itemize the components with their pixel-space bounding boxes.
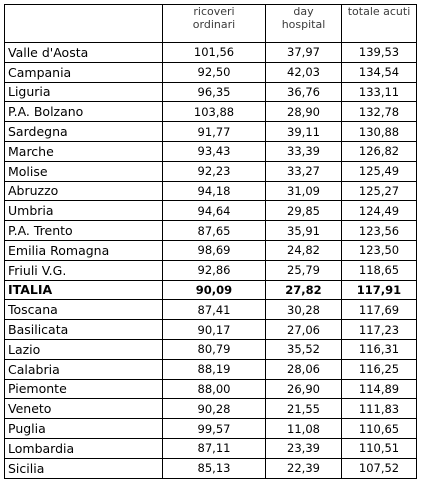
day-hospital-cell: 21,55 xyxy=(266,399,342,419)
totale-acuti-cell: 110,65 xyxy=(342,419,417,439)
header-ricoveri-ordinari xyxy=(163,5,266,43)
header-totale-line-1: totale acuti xyxy=(347,5,411,18)
ricoveri-ordinari-cell: 92,86 xyxy=(163,260,266,280)
table-row xyxy=(5,240,417,260)
region-cell: Sardegna xyxy=(5,122,163,142)
ricoveri-ordinari-cell: 85,13 xyxy=(163,458,266,478)
ricoveri-ordinari-cell: 80,79 xyxy=(163,339,266,359)
ricoveri-ordinari-cell: 99,57 xyxy=(163,419,266,439)
ricoveri-ordinari-cell: 90,17 xyxy=(163,320,266,340)
ricoveri-ordinari-cell: 91,77 xyxy=(163,122,266,142)
day-hospital-cell: 29,85 xyxy=(266,201,342,221)
day-hospital-cell: 26,90 xyxy=(266,379,342,399)
ricoveri-ordinari-cell: 92,23 xyxy=(163,161,266,181)
totale-acuti-cell: 110,51 xyxy=(342,438,417,458)
ricoveri-ordinari-cell: 87,41 xyxy=(163,300,266,320)
day-hospital-cell: 39,11 xyxy=(266,122,342,142)
ricoveri-ordinari-cell: 103,88 xyxy=(163,102,266,122)
table-row xyxy=(5,201,417,221)
header-region xyxy=(5,5,163,43)
ricoveri-ordinari-cell: 101,56 xyxy=(163,43,266,63)
region-cell: Valle d'Aosta xyxy=(5,43,163,63)
region-cell: Emilia Romagna xyxy=(5,240,163,260)
table-row xyxy=(5,280,417,300)
totale-acuti-cell: 107,52 xyxy=(342,458,417,478)
totale-acuti-cell: 117,23 xyxy=(342,320,417,340)
table-row xyxy=(5,438,417,458)
totale-acuti-cell: 132,78 xyxy=(342,102,417,122)
region-cell: P.A. Trento xyxy=(5,221,163,241)
table-row xyxy=(5,62,417,82)
region-cell: Campania xyxy=(5,62,163,82)
table-row xyxy=(5,300,417,320)
ricoveri-ordinari-cell: 96,35 xyxy=(163,82,266,102)
ricoveri-ordinari-cell: 90,28 xyxy=(163,399,266,419)
day-hospital-cell: 37,97 xyxy=(266,43,342,63)
region-cell: Liguria xyxy=(5,82,163,102)
header-ricoveri-line-2: ordinari xyxy=(192,18,236,31)
table-row xyxy=(5,339,417,359)
day-hospital-cell: 11,08 xyxy=(266,419,342,439)
region-cell: Veneto xyxy=(5,399,163,419)
table-row xyxy=(5,122,417,142)
header-day-line-2: hospital xyxy=(281,18,326,31)
region-cell: Friuli V.G. xyxy=(5,260,163,280)
table-row xyxy=(5,399,417,419)
table-row xyxy=(5,359,417,379)
ricoveri-ordinari-cell: 90,09 xyxy=(163,280,266,300)
table-row xyxy=(5,102,417,122)
totale-acuti-cell: 116,31 xyxy=(342,339,417,359)
header-day-hospital xyxy=(266,5,342,43)
ricoveri-ordinari-cell: 98,69 xyxy=(163,240,266,260)
region-cell: Abruzzo xyxy=(5,181,163,201)
table-row xyxy=(5,458,417,478)
ricoveri-ordinari-cell: 88,00 xyxy=(163,379,266,399)
table-row xyxy=(5,320,417,340)
day-hospital-cell: 22,39 xyxy=(266,458,342,478)
day-hospital-cell: 27,06 xyxy=(266,320,342,340)
day-hospital-cell: 23,39 xyxy=(266,438,342,458)
totale-acuti-cell: 114,89 xyxy=(342,379,417,399)
totale-acuti-cell: 130,88 xyxy=(342,122,417,142)
totale-acuti-cell: 139,53 xyxy=(342,43,417,63)
day-hospital-cell: 35,91 xyxy=(266,221,342,241)
totale-acuti-cell: 133,11 xyxy=(342,82,417,102)
region-cell: Lombardia xyxy=(5,438,163,458)
totale-acuti-cell: 125,49 xyxy=(342,161,417,181)
table-row xyxy=(5,419,417,439)
region-cell: Puglia xyxy=(5,419,163,439)
region-cell: Lazio xyxy=(5,339,163,359)
day-hospital-cell: 30,28 xyxy=(266,300,342,320)
table-row xyxy=(5,141,417,161)
header-ricoveri-line-1: ricoveri xyxy=(193,5,235,18)
totale-acuti-cell: 111,83 xyxy=(342,399,417,419)
table-row xyxy=(5,379,417,399)
ricoveri-ordinari-cell: 93,43 xyxy=(163,141,266,161)
table-row xyxy=(5,181,417,201)
region-cell: Sicilia xyxy=(5,458,163,478)
header-day-line-1: day xyxy=(293,5,314,18)
day-hospital-cell: 33,27 xyxy=(266,161,342,181)
totale-acuti-cell: 123,50 xyxy=(342,240,417,260)
table-row xyxy=(5,161,417,181)
header-row xyxy=(5,5,417,43)
day-hospital-cell: 28,90 xyxy=(266,102,342,122)
ricoveri-ordinari-cell: 87,11 xyxy=(163,438,266,458)
table-row xyxy=(5,260,417,280)
day-hospital-cell: 27,82 xyxy=(266,280,342,300)
totale-acuti-cell: 118,65 xyxy=(342,260,417,280)
region-cell: Marche xyxy=(5,141,163,161)
day-hospital-cell: 31,09 xyxy=(266,181,342,201)
region-cell: Piemonte xyxy=(5,379,163,399)
region-cell: Basilicata xyxy=(5,320,163,340)
table-body xyxy=(5,43,417,479)
day-hospital-cell: 36,76 xyxy=(266,82,342,102)
day-hospital-cell: 35,52 xyxy=(266,339,342,359)
ricoveri-ordinari-cell: 94,18 xyxy=(163,181,266,201)
day-hospital-cell: 25,79 xyxy=(266,260,342,280)
day-hospital-cell: 42,03 xyxy=(266,62,342,82)
table-row xyxy=(5,82,417,102)
totale-acuti-cell: 117,91 xyxy=(342,280,417,300)
totale-acuti-cell: 126,82 xyxy=(342,141,417,161)
region-cell: Calabria xyxy=(5,359,163,379)
totale-acuti-cell: 134,54 xyxy=(342,62,417,82)
totale-acuti-cell: 123,56 xyxy=(342,221,417,241)
ricoveri-ordinari-cell: 94,64 xyxy=(163,201,266,221)
header-totale-acuti xyxy=(342,5,417,43)
region-cell: Molise xyxy=(5,161,163,181)
ricoveri-ordinari-cell: 92,50 xyxy=(163,62,266,82)
totale-acuti-cell: 124,49 xyxy=(342,201,417,221)
totale-acuti-cell: 116,25 xyxy=(342,359,417,379)
ricoveri-ordinari-cell: 88,19 xyxy=(163,359,266,379)
region-cell: ITALIA xyxy=(5,280,163,300)
region-cell: P.A. Bolzano xyxy=(5,102,163,122)
table-header xyxy=(5,5,417,43)
hospitalization-rate-table xyxy=(4,4,417,479)
region-cell: Umbria xyxy=(5,201,163,221)
day-hospital-cell: 33,39 xyxy=(266,141,342,161)
day-hospital-cell: 24,82 xyxy=(266,240,342,260)
region-cell: Toscana xyxy=(5,300,163,320)
day-hospital-cell: 28,06 xyxy=(266,359,342,379)
table-row xyxy=(5,43,417,63)
totale-acuti-cell: 125,27 xyxy=(342,181,417,201)
table-row xyxy=(5,221,417,241)
ricoveri-ordinari-cell: 87,65 xyxy=(163,221,266,241)
totale-acuti-cell: 117,69 xyxy=(342,300,417,320)
